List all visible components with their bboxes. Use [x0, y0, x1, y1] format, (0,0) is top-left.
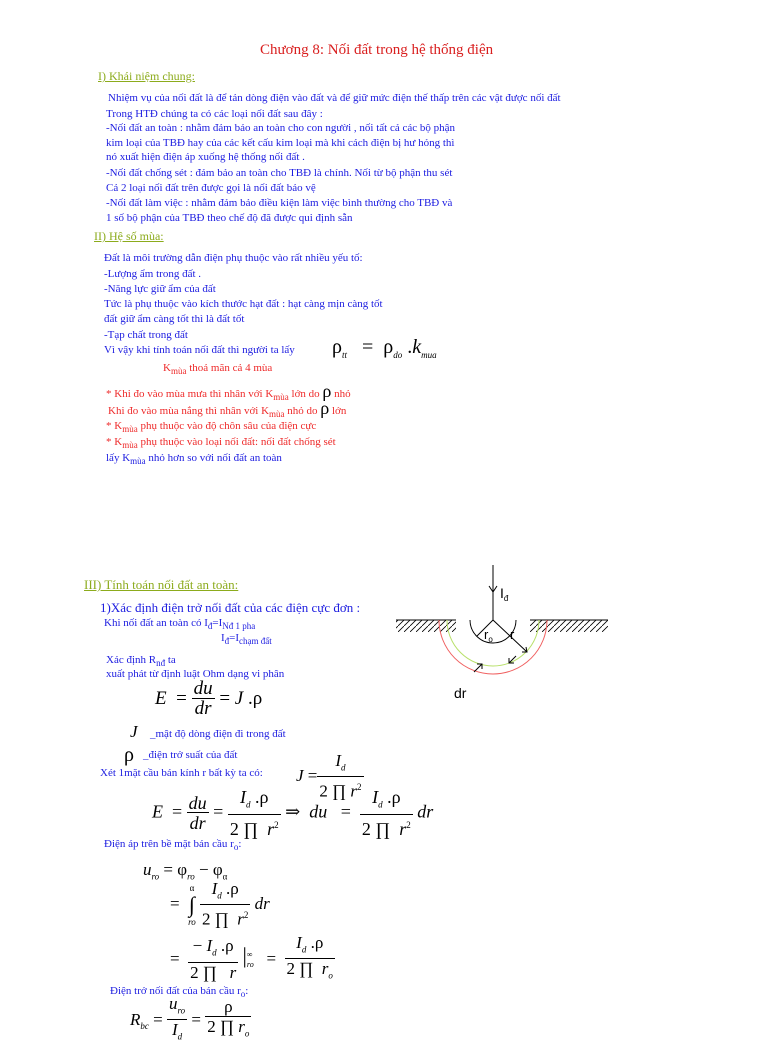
- section1-line: -Nối đất an toàn : nhằm đảm bảo an toàn cho con người , nối tất cả các bộ phận: [106, 122, 456, 134]
- section2-line: đất giữ ẩm càng tốt thì là đất tốt: [104, 313, 245, 325]
- section2-line: Đất là môi trường dẫn điện phụ thuộc vào rất nhiều yếu tố:: [104, 252, 363, 264]
- diagram-label-r: r: [510, 627, 515, 642]
- rho-symbol: ρ: [124, 744, 134, 766]
- equation-j: J = $\frac{I_d}{2 \prod r^2}$: [296, 751, 362, 802]
- equation-rbc: $R_{bc}$ = $\frac{u_{ro}}{I_d}$ = $\frac{\rho}{2 \prod r_o}$: [130, 994, 250, 1042]
- diagram-label-dr: dr: [454, 685, 467, 701]
- bullet-mua-nang: Khi đo vào mùa nắng thì nhân với $K_{mùa}$ nhỏ do ρ lớn: [108, 398, 347, 420]
- bullet-loai-noi-dat: * $K_{mùa}$ phụ thuộc vào loại nối đất: nối đất chống sét: [106, 436, 336, 451]
- rho-description: _điện trở suất của đất: [143, 749, 238, 761]
- bullet-nho-hon: lấy $K_{mùa}$ nhỏ hơn so với nối đất an toàn: [106, 452, 282, 467]
- section3-sub1: 1)Xác định điện trở nối đất của các điện cực đơn :: [100, 600, 361, 615]
- bullet-mua-mua: * Khi đo vào mùa mưa thì nhân với $K_{mùa}$ lớn do ρ nhỏ: [106, 381, 351, 403]
- section1-line: Nhiệm vụ của nối đất là để tản dòng điện vào đất và để giữ mức điện thế thấp trên các vật được nối đất: [108, 92, 561, 104]
- equation-ohm: E = $\frac{du}{dr}$ = J .ρ: [155, 678, 263, 719]
- section2-line: -Tạp chất trong đất: [104, 329, 188, 341]
- j-description: _mật độ dòng điện đi trong đất: [150, 728, 286, 740]
- diagram-label-ro: $r_o$: [484, 627, 493, 644]
- kmua-note: $K_{mùa}$ thoả mãn cả 4 mùa: [163, 362, 273, 377]
- diagram-label-id: $I_đ$: [500, 585, 509, 603]
- line-xet: Xét 1mặt cầu bán kính r bất kỳ ta có:: [100, 767, 263, 779]
- section2-line: Vì vậy khi tính toán nối đất thì người ta lấy: [104, 344, 295, 356]
- line-ohm: xuất phát từ định luật Ohm dạng vi phân: [106, 668, 285, 680]
- page-title: Chương 8: Nối đất trong hệ thống điện: [260, 42, 494, 58]
- section1-line: Cả 2 loại nối đất trên được gọi là nối đất bảo vệ: [106, 182, 316, 194]
- line-id: $I_đ=I_{chạm đất}$: [221, 632, 272, 647]
- line-dien-tro: Điện trở nối đất của bán cầu $r_o$:: [110, 985, 249, 1000]
- equation-uro: $u_{ro} = \varphi_{ro} - \varphi_\alpha$: [143, 860, 228, 882]
- j-symbol: J: [130, 722, 138, 741]
- line-xac-dinh: Xác định $R_{nđ}$ ta: [106, 654, 176, 669]
- section1-line: Trong HTĐ chúng ta có các loại nối đất sau đây :: [106, 108, 323, 120]
- section3-heading: III) Tính toán nối đất an toàn:: [84, 577, 239, 592]
- section1-line: nó xuất hiện điện áp xuống hệ thống nối đất .: [106, 151, 305, 163]
- bullet-do-chon-sau: * $K_{mùa}$ phụ thuộc vào độ chôn sâu của điện cực: [106, 420, 317, 435]
- dr-arrow: [474, 664, 482, 672]
- section2-line: -Lượng ẩm trong đất .: [104, 268, 202, 280]
- equation-du: E = $\frac{du}{dr}$ = $\frac{I_d .\rho}{2 \prod r^2}$ ⇒ du = $\frac{I_d .\rho}{2 \prod r^2}$ dr: [152, 787, 434, 839]
- section1-line: -Nối đất làm việc : nhằm đảm bảo điều kiện làm việc bình thường cho TBĐ và: [106, 197, 453, 209]
- section2-line: Tức là phụ thuộc vào kích thước hạt đất : hạt càng mịn càng tốt: [104, 298, 383, 310]
- hemisphere-electrode-diagram: [392, 560, 612, 710]
- line-dien-ap: Điện áp trên bề mặt bán cầu $r_o$:: [104, 838, 242, 853]
- section1-line: -Nối đất chống sét : đảm bảo an toàn cho TBĐ là chính. Nối từ bộ phận thu sét: [106, 167, 453, 179]
- section2-heading: II) Hệ số mùa:: [94, 229, 164, 243]
- section1-heading: I) Khái niệm chung:: [98, 69, 195, 83]
- section2-line: -Năng lực giữ ẩm của đất: [104, 283, 216, 295]
- section1-line: kim loại của TBĐ hay của các kết cấu kim loại mà khi cách điện bị hư hỏng thì: [106, 137, 455, 149]
- line-khi: Khi nối đất an toàn có $I_đ=I_{Nđ 1 pha}$: [104, 617, 256, 632]
- rho-formula: $\rho_{tt} = \rho_{do}$ $.k_{mua}$: [332, 336, 437, 360]
- section1-line: 1 số bộ phận của TBĐ theo chế độ đã được qui định sẵn: [106, 212, 353, 224]
- equation-result: = $\frac{- I_d .\rho}{2 \prod r}$ |∞ ro = $\frac{I_d .\rho}{2 \prod r_o}$: [170, 933, 333, 982]
- equation-integral: = α ∫ ro $\frac{I_d .\rho}{2 \prod r^2}$ dr: [170, 879, 270, 930]
